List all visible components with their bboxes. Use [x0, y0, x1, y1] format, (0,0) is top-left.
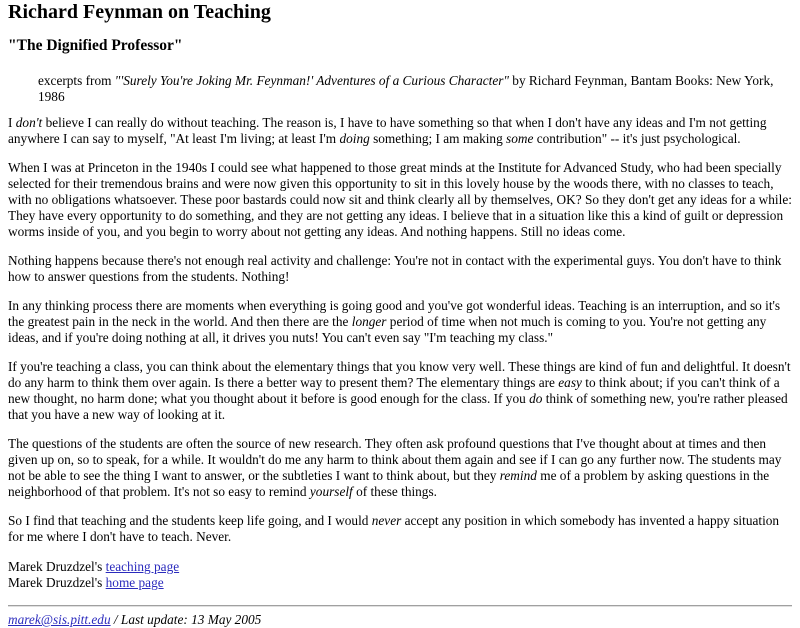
- emphasis-text: some: [506, 131, 534, 146]
- paragraph-text: I: [8, 115, 16, 130]
- paragraph-text: to think about; if you can't think of a new thought, no harm done; what you thought about it before is good enough for the class. If you: [8, 375, 780, 406]
- paragraph-text: Nothing happens because there's not enough real activity and challenge: You're not in contact with the experimental guys. You don't have to think how to answer questions from the students. Nothing!: [8, 253, 782, 284]
- paragraph-text: So I find that teaching and the students keep life going, and I would: [8, 513, 372, 528]
- paragraph: [8, 359, 792, 423]
- paragraph: [8, 436, 792, 500]
- paragraph-text: period of time when not much is coming to you. You're not getting any ideas, and if you're doing nothing at all, it drives you nuts! You can't even say "I'm teaching my class.": [8, 314, 767, 345]
- paragraph: [8, 253, 792, 285]
- paragraph-text: The questions of the students are often the source of new research. They often ask profound questions that I've thought about at times and then given up on, so to speak, for a while. It wouldn't do me any harm to think about them again and see if I can go any further now. The students may not be able to see the thing I want to answer, or the subtleties I want to think about, but they: [8, 436, 782, 483]
- source-prefix: excerpts from: [38, 73, 115, 88]
- source-suffix: by Richard Feynman, Bantam Books: New York, 1986: [38, 73, 774, 104]
- paragraph-text: of these things.: [352, 484, 437, 499]
- paragraph-text: In any thinking process there are moments when everything is going good and you've got wonderful ideas. Teaching is an interruption, and so it's the greatest pain in the neck in the world. And then there are the: [8, 298, 781, 329]
- emphasis-text: never: [371, 513, 402, 528]
- paragraph-text: accept any position in which somebody has invented a happy situation for me where I don't have to teach. Never.: [8, 513, 780, 544]
- paragraph-text: believe I can really do without teaching. The reason is, I have to have something so that when I don't have any ideas and I'm not getting anywhere I can say to myself, "At least I'm living; at least I'm: [8, 115, 767, 146]
- emphasis-text: remind: [499, 468, 537, 483]
- source-citation: [38, 73, 792, 105]
- page-title: Richard Feynman on Teaching: [8, 1, 271, 23]
- article-body: [8, 115, 792, 545]
- paragraph-text: something; I am making: [369, 131, 507, 146]
- paragraph-text: If you're teaching a class, you can think about the elementary things that you know very well. These things are kind of fun and delightful. It doesn't do any harm to think them over again. Is there a better way to present them? The elementary things are: [8, 359, 791, 390]
- footer-divider: [8, 605, 792, 607]
- paragraph: [8, 115, 792, 147]
- paragraph: [8, 160, 792, 240]
- emphasis-text: do: [529, 391, 543, 406]
- last-update: / Last update: 13 May 2005: [110, 612, 262, 627]
- paragraph: [8, 298, 792, 346]
- emphasis-text: easy: [558, 375, 582, 390]
- paragraph-text: When I was at Princeton in the 1940s I could see what happened to those great minds at the Institute for Advanced Study, who had been specially selected for their tremendous brains and were now given this opportunity to sit in this lovely house by the woods there, with no classes to teach, with no obligations whatsoever. These poor bastards could now sit and think clearly all by themselves, OK? So they don't get any ideas for a while: They have every opportunity to do something, and they are not getting any ideas. I believe that in a situation like this a kind of guilt or depression worms inside of you, and you begin to worry about not getting any ideas. And nothing happens. Still no ideas come.: [8, 160, 792, 239]
- emphasis-text: yourself: [309, 484, 353, 499]
- home-page-link[interactable]: home page: [105, 575, 164, 590]
- emphasis-text: doing: [339, 131, 370, 146]
- paragraph-text: contribution" -- it's just psychological.: [533, 131, 741, 146]
- paragraph: [8, 513, 792, 545]
- email-link[interactable]: marek@sis.pitt.edu: [8, 612, 111, 627]
- page-subtitle: "The Dignified Professor": [8, 37, 183, 54]
- home-page-line: [8, 575, 792, 591]
- book-title: "'Surely You're Joking Mr. Feynman!' Adventures of a Curious Character": [114, 73, 509, 88]
- link-prefix: Marek Druzdzel's: [8, 559, 106, 574]
- footer: [8, 612, 792, 628]
- related-links: [8, 559, 792, 591]
- paragraph-text: me of a problem by asking questions in the neighborhood of that problem. It's not so easy to remind: [8, 468, 770, 499]
- teaching-page-line: [8, 559, 792, 575]
- teaching-page-link[interactable]: teaching page: [105, 559, 180, 574]
- emphasis-text: longer: [351, 314, 387, 329]
- emphasis-text: don't: [15, 115, 43, 130]
- link-prefix: Marek Druzdzel's: [8, 575, 106, 590]
- paragraph-text: think of something new, you're rather pleased that you have a new way of looking at it.: [8, 391, 788, 422]
